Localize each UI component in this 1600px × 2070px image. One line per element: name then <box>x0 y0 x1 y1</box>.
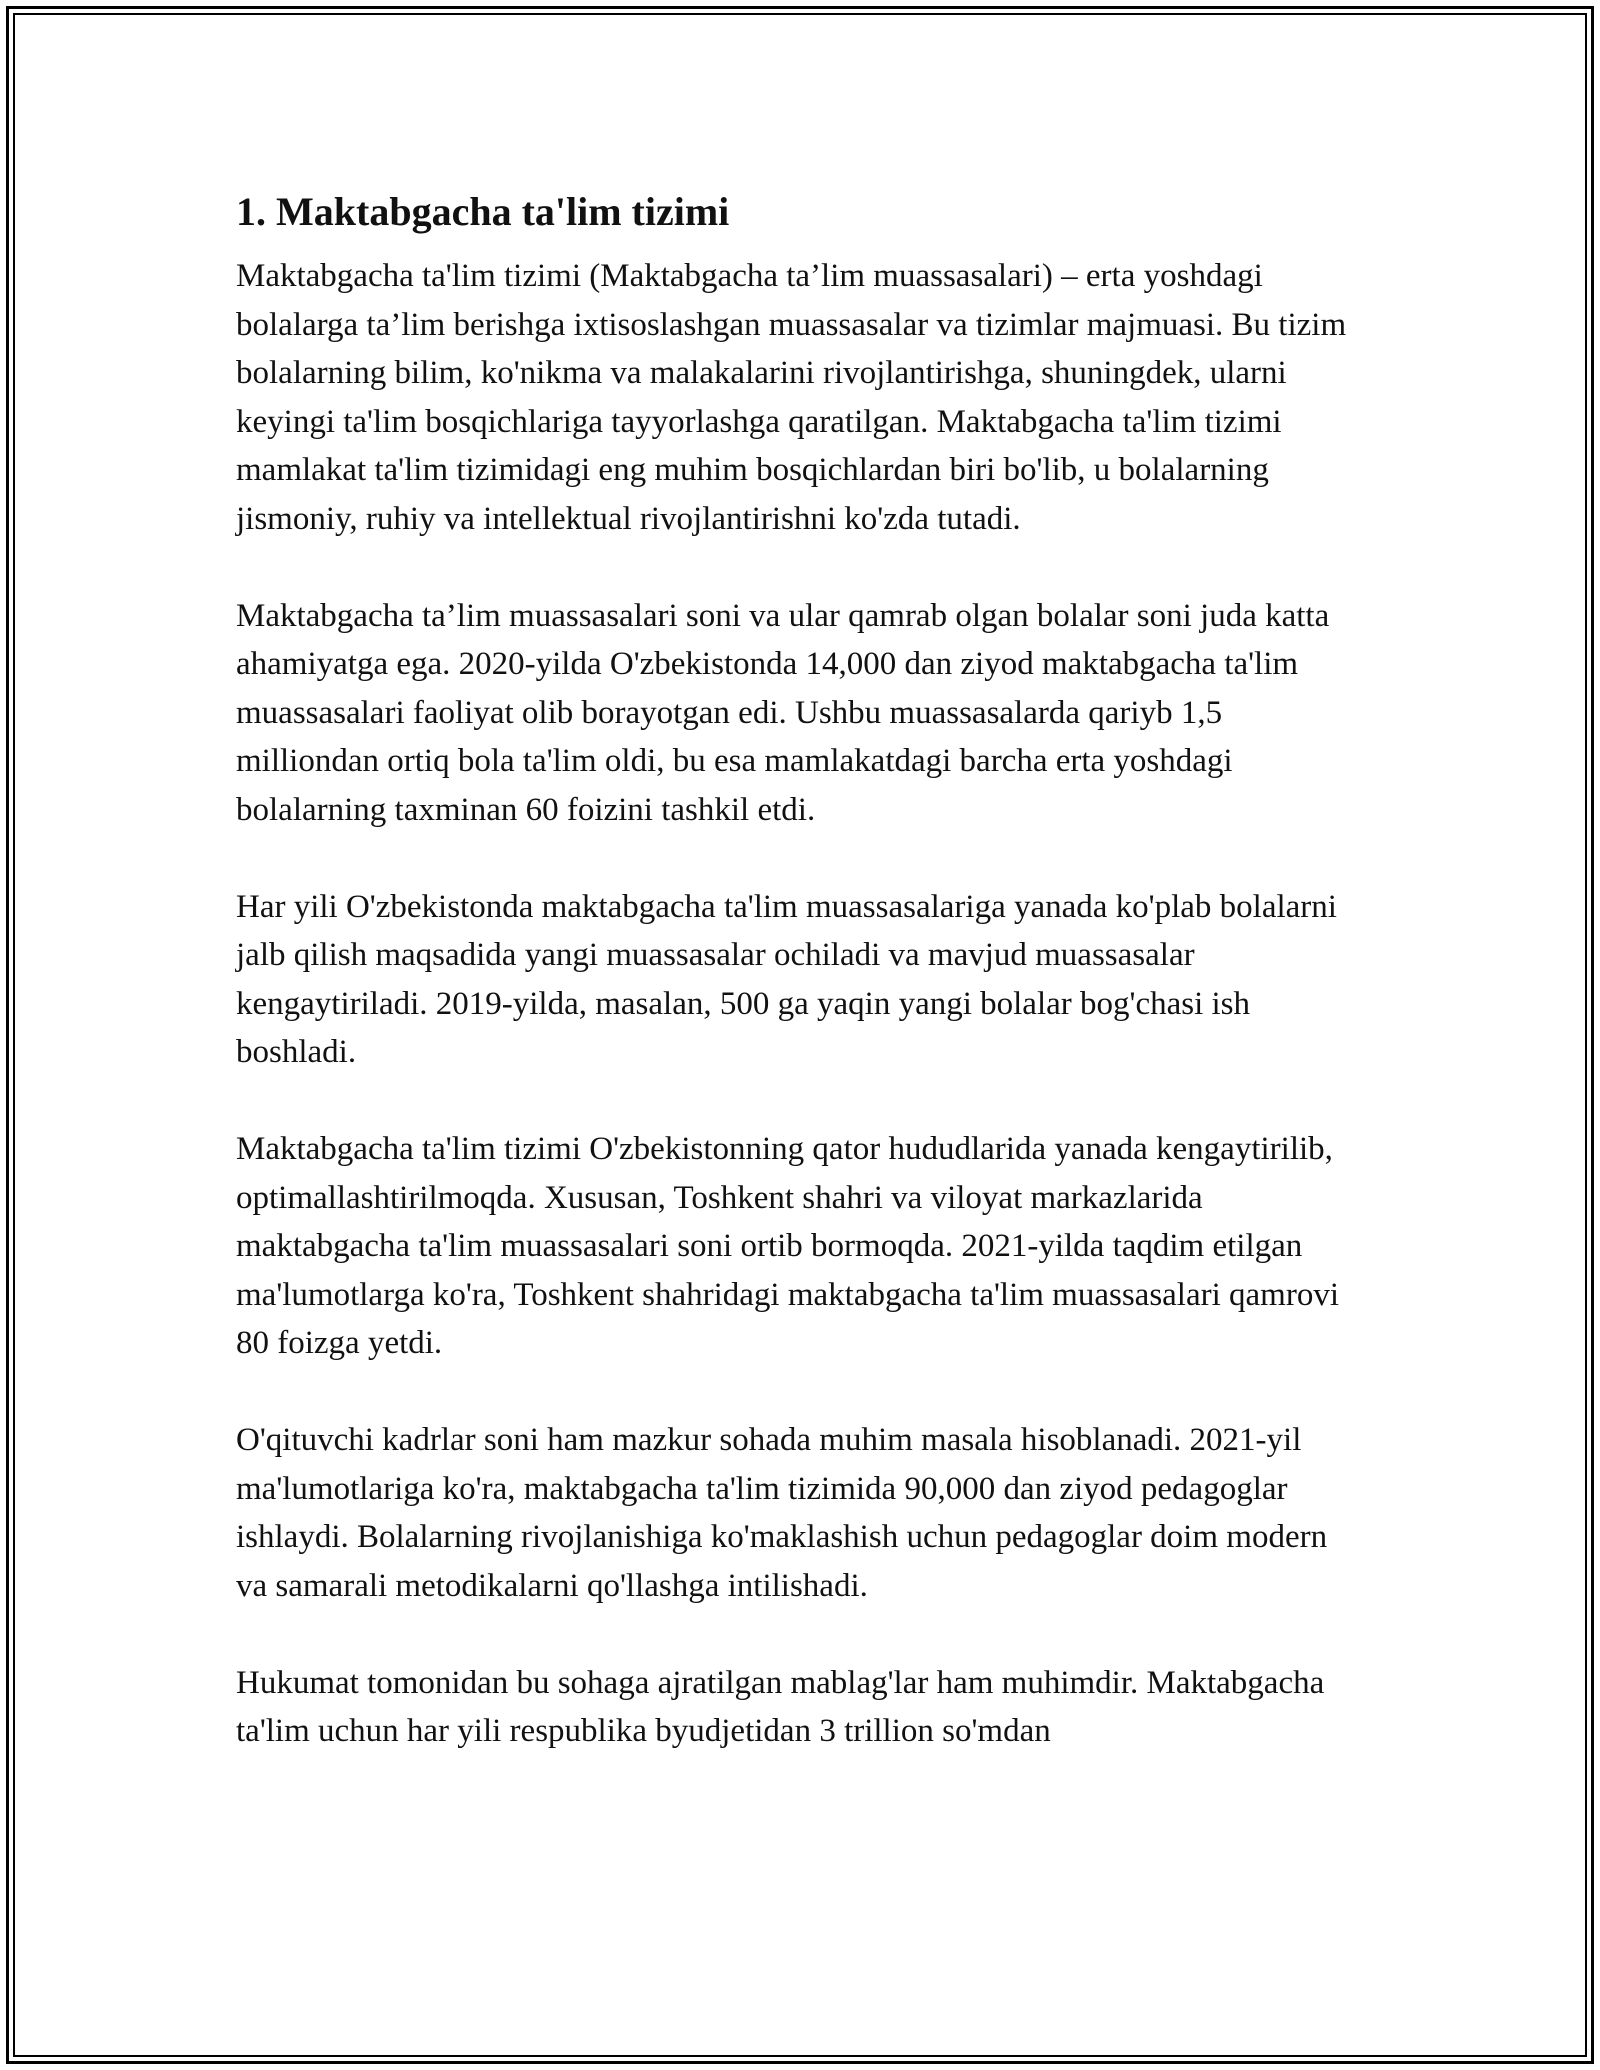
document-body <box>236 186 1366 1804</box>
section-heading: 1. Maktabgacha ta'lim tizimi <box>236 189 730 234</box>
paragraph-government-funding: Hukumat tomonidan bu sohaga ajratilgan mablag'lar ham muhimdir. Maktabgacha ta'lim uchun har yili respublika byudjetidan 3 trillion so'mdan <box>236 1664 1325 1749</box>
paragraph-institution-count: Maktabgacha ta’lim muassasalari soni va ular qamrab olgan bolalar soni juda katta ahamiyatga ega. 2020-yilda O'zbekistonda 14,000 dan ziyod maktabgacha ta'lim muassasalari faoliyat olib borayotgan edi. Ushbu muassasalarda qariyb 1,5 milliondan ortiq bola ta'lim oldi, bu esa mamlakatdagi barcha erta yoshdagi bolalarning taxminan 60 foizini tashkil etdi. <box>236 597 1330 828</box>
paragraph-new-institutions: Har yili O'zbekistonda maktabgacha ta'lim muassasalariga yanada ko'plab bolalarni jalb qilish maqsadida yangi muassasalar ochiladi va mavjud muassasalar kengaytiriladi. 2019-yilda, masalan, 500 ga yaqin yangi bolalar bog'chasi ish boshladi. <box>236 888 1337 1070</box>
paragraph-definition: Maktabgacha ta'lim tizimi (Maktabgacha ta’lim muassasalari) – erta yoshdagi bolalarga ta’lim berishga ixtisoslashgan muassasalar va tizimlar majmuasi. Bu tizim bolalarning bilim, ko'nikma va malakalarini rivojlantirishga, shuningdek, ularni keyingi ta'lim bosqichlariga tayyorlashga qaratilgan. Maktabgacha ta'lim tizimi mamlakat ta'lim tizimidagi eng muhim bosqichlardan biri bo'lib, u bolalarning jismoniy, ruhiy va intellektual rivojlantirishni ko'zda tutadi. <box>236 258 1347 537</box>
paragraph-regional-expansion: Maktabgacha ta'lim tizimi O'zbekistonning qator hududlarida yanada kengaytirilib, optimallashtirilmoqda. Xususan, Toshkent shahri va viloyat markazlarida maktabgacha ta'lim muassasalari soni ortib bormoqda. 2021-yilda taqdim etilgan ma'lumotlarga ko'ra, Toshkent shahridagi maktabgacha ta'lim muassasalari qamrovi 80 foizga yetdi. <box>236 1131 1340 1361</box>
paragraph-teaching-staff: O'qituvchi kadrlar soni ham mazkur sohada muhim masala hisoblanadi. 2021-yil ma'lumotlariga ko'ra, maktabgacha ta'lim tizimida 90,000 dan ziyod pedagoglar ishlaydi. Bolalarning rivojlanishiga ko'maklashish uchun pedagoglar doim modern va samarali metodikalarni qo'llashga intilishadi. <box>236 1422 1328 1604</box>
